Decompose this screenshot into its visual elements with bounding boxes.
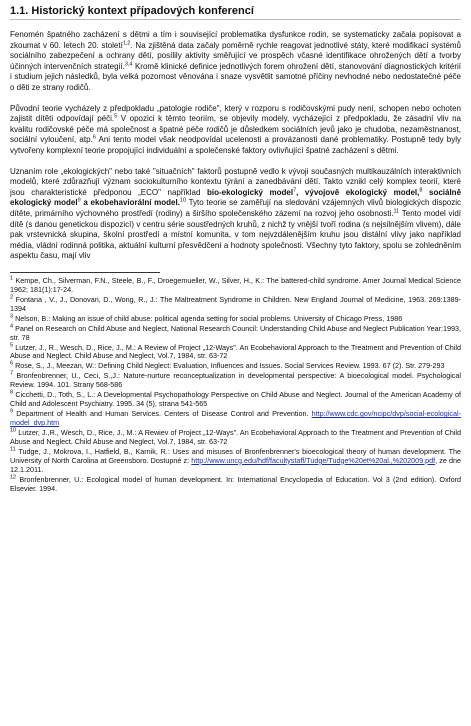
footnote-number: 12: [10, 474, 17, 481]
bold-term: sociálně ekologický model: [10, 187, 462, 208]
footnotes: [10, 277, 461, 493]
footnote-text: Nelson, B.: Making an issue of child abuse: political agenda setting for social problems. University of Chicago Press, 1986: [15, 313, 403, 323]
paragraph-2: [10, 104, 461, 157]
footnote-text: Lutzer, J., R., Wesch, D., Rice, J., M.: A Review of Project „12-Ways". An Ecobehavioral Approach to the Treatment and Prevention of Child Abuse and Neglect. Child Abuse and Neglect, Vol.7, 1984, str. 63-72: [10, 342, 461, 361]
footnote-number: 4: [10, 323, 14, 330]
footnote-text-after: , ze dne 12.1.2011.: [10, 455, 462, 474]
footnote-ref: 11: [393, 208, 400, 215]
footnote: [10, 277, 461, 295]
text-run: Kromě klinické definice jednotlivých forem ohrožení dětí, stanovování diagnostických kritérií i studium jejich následků, byla velká pozornost věnována i snaze vysvětlit samotné příčiny nevhodné nebo nedostatečné péče o děti ze strany rodičů.: [10, 61, 462, 92]
text-run: Tyto teorie se zaměřují na sledování vzájemných vlivů biologických dispozic dítěte, primárního výchovného prostředí (rodiny) a širšího společenského zázemí na rozvoj jeho osobnosti.: [10, 198, 461, 218]
text-run: V opozici k těmto teoriím, se objevily modely, vycházející z předpokladu, že zásadní vliv na kvalitu rodičovské péče má společnost a špatné péče rodičů je důsledkem sociálních jevů jako je chudoba, nezaměstnanost, sociální vyloučení, atp.: [10, 114, 461, 145]
footnote-text: Tudge, J., Mokrova, I., Hatfield, B., Karnik, R.: Uses and misuses of Bronfenbrenner's bioecological theory of human development. The University of North Carolina at Greensboro. Dostupné z:: [10, 446, 461, 465]
footnote: [10, 315, 461, 324]
footnote-text: Cicchetti, D., Toth, S., L.: A Developmental Psychopathology Perspective on Child Abuse and Neglect. Journal of the American Academy of Child and Adolescent Psychiatry. 1995. 34 (5), strana 541-565: [10, 390, 461, 409]
footnote-number: 5: [10, 342, 14, 349]
footnote-number: 7: [10, 371, 14, 378]
text-run: Původní teorie vycházely z předpokladu „patologie rodiče", který v rozporu s rodičovskými pudy není, schopen nebo ochoten zajistit dítěti odpovídají péči.: [10, 103, 461, 124]
footnote-ref: 8: [419, 187, 423, 194]
footnote-ref: 5: [114, 113, 118, 120]
bold-term: ,: [296, 187, 305, 197]
footnote-ref: 6: [92, 134, 96, 141]
footnote-text: Fontana , V., J., Donovan, D., Wong, R., J.: The Maltreatment Syndrome in Children. New England Journal of Medicine, 1963. 269:1389-1394: [10, 294, 461, 313]
footnote-ref: 7: [293, 187, 297, 194]
footnote-number: 11: [10, 446, 16, 453]
footnote-number: 10: [10, 427, 17, 434]
footnote-text: Department of Health and Human Services. Centers of Disease Control and Prevention.: [16, 409, 309, 419]
bold-term: a ekobehaviorální model.: [83, 198, 180, 208]
footnote: [10, 296, 461, 314]
bold-term: bio-ekologický model: [206, 187, 294, 197]
footnote: [10, 344, 461, 362]
text-run: . Na zjištěná data začaly poměrně rychle reagovat jednotlivé státy, které modifikací systémů sociálního zabezpečení a ochrany dětí, posílily aktivity směřující ve prospěch včasné identifikace ohrožených dětí a tvorby účinných intervenčních strategií.: [10, 40, 462, 71]
section-heading: 1.1. Historický kontext případových konferencí: [10, 4, 461, 20]
footnote: [10, 325, 461, 343]
footnote-link[interactable]: http://www.cdc.gov/ncipc/dvp/social-ecological-model_dvp.htm: [10, 409, 461, 428]
footnote: [10, 429, 461, 447]
footnote-text: Bronfenbrenner, U.: Ecological model of human development. In: International Encyclopedia of Education. Vol 3 (2nd edition). Oxford Elsevier. 1994.: [10, 474, 462, 493]
bold-term: vývojově ekologický model,: [304, 187, 420, 197]
footnote-separator: [10, 272, 160, 273]
footnote-ref: 1,2: [122, 39, 131, 46]
footnote-number: 8: [10, 389, 14, 396]
footnote: [10, 391, 461, 409]
footnote-text: Kempe, Ch., Silverman, F.N., Steele, B., F., Droegemueller, W., Silver, H., K.: The battered-child syndrome. Amer Journal Medical Science 1962; 181(1):17-24.: [10, 275, 461, 294]
text-run: Ani tento model však neodpovídal ucelenosti a provázanosti dané problematiky. Postupně tedy byly vytvořeny komplexní teorie propojující individuální a společenské faktory ovlivňující špatné zacházení s dětmi.: [10, 135, 461, 155]
footnote-text: Lutzer, J.,R., Wesch, D., Rice, J., M.: A Rewiev of Project „12-Ways". An Ecobehavioral Approach to the Treatment and Prevention of Child Abuse and Neglect. Child Abuse and Neglect, Vol.7, 1984, str. 63-72: [10, 428, 462, 446]
footnote-number: 2: [10, 294, 14, 301]
footnote-text: Panel on Research on Child Abuse and Neglect, National Research Council: Understanding Child Abuse and Neglect Publication Year:1993, str. 78: [10, 323, 461, 342]
footnote: [10, 362, 461, 371]
footnote: [10, 410, 461, 428]
text-run: Fenomén špatného zacházení s dětmi a tím i související problematika dysfunkce rodin, se systematicky začala popisovat a zkoumat v 60. letech 20. století: [10, 30, 461, 50]
footnote: [10, 448, 461, 475]
text-run: Uznaním role „ekologických" nebo také "situačních" faktorů postupně vedlo k vývoji současných multikauzálních interaktivních modelů, které zdůrazňují význam sociokulturního kontextu týrání a zanedbávání dětí. Takto vznikl celý komplex teorií, které jsou charakteristické předponou „ECO" například: [10, 166, 461, 197]
footnote: [10, 476, 461, 494]
footnote-number: 9: [10, 408, 14, 415]
footnote-number: 6: [10, 361, 14, 368]
footnote-number: 1: [10, 275, 14, 282]
text-run: Tento model vidí dítě (s danou genetickou dispozicí) v centru série soustředných kruhů, z nichž ty vnější tvoří rodina (s nejsilnějším vlivem), dále pak vrstevnická skupina, školní prostředí a místní komunita, v tom nejvzdálenějším kruhu jsou distální vlivy jako například média, vládní rodinná politika, aktuální kulturní přesvědčení a hodnoty společnosti. Všechny tyto faktory, spolu se zohledněním aspektu času, mají vliv: [10, 208, 462, 261]
footnote-text: Bronfenbrenner, U., Ceci, S.,J.: Nature-nurture reconceptualization in developmental perspective: A bioecological model. Psychological Review. 1994. 101. Strany 568-586: [10, 371, 461, 390]
footnote-ref: 9: [77, 197, 81, 204]
footnote-ref: 10: [179, 197, 187, 204]
footnote-link[interactable]: http://www.uncg.edu/hdf/facultystaff/Tudge/Tudge%20et%20al.,%202009.pdf: [191, 455, 436, 465]
footnote-ref: 3,4: [124, 61, 133, 68]
footnote-text: Rose, S., J., Meezan, W.: Defining Child Neglect: Evaluation, Influences and Issues. Social Services Review. 1993. 67 (2). Str. 279-293: [15, 361, 445, 371]
paragraph-1: [10, 30, 461, 94]
paragraph-3: [10, 167, 461, 262]
footnote: [10, 372, 461, 390]
footnote-number: 3: [10, 313, 14, 320]
